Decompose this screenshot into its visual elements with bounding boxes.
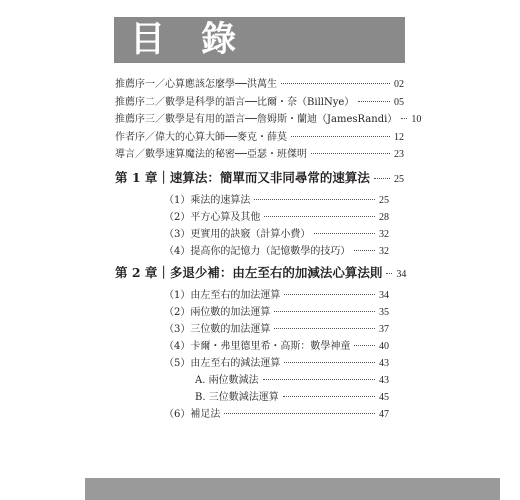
toc-entry-label: （4）卡爾・弗里德里希・高斯：數學神童 bbox=[164, 341, 351, 352]
page-number: 45 bbox=[379, 392, 389, 403]
toc-entry-preface-3[interactable] bbox=[115, 113, 422, 126]
dot-leader bbox=[254, 199, 375, 200]
dot-leader bbox=[311, 153, 390, 154]
toc-entry-label: （4）提高你的記憶力（記憶數學的技巧） bbox=[164, 246, 351, 257]
toc-entry-preface-4[interactable] bbox=[115, 131, 404, 144]
toc-entry[interactable] bbox=[164, 194, 389, 207]
chapter-title: 第 2 章｜多退少補：由左至右的加減法心算法則 bbox=[115, 265, 383, 280]
page-number: 10 bbox=[411, 114, 422, 125]
bottom-bar bbox=[85, 478, 500, 500]
toc-entry-label: 推薦序二／數學是科學的語言──比爾・奈（BillNye） bbox=[115, 97, 355, 108]
dot-leader bbox=[401, 118, 407, 119]
page-number: 12 bbox=[394, 132, 404, 143]
toc-entry-label: （3）三位數的加法運算 bbox=[164, 324, 271, 335]
dot-leader bbox=[274, 311, 375, 312]
page-number: 32 bbox=[379, 229, 389, 240]
page-number: 43 bbox=[379, 358, 389, 369]
page-number: 02 bbox=[394, 79, 404, 90]
toc-entry[interactable] bbox=[164, 306, 389, 319]
dot-leader bbox=[264, 216, 375, 217]
toc-entry-label: 導言／數學速算魔法的秘密──亞瑟・班傑明 bbox=[115, 149, 308, 160]
page-number: 32 bbox=[379, 246, 389, 257]
page-number: 25 bbox=[379, 195, 389, 206]
dot-leader bbox=[291, 136, 390, 137]
toc-entry-label: A. 兩位數減法 bbox=[195, 375, 259, 386]
toc-entry-label: （3）更實用的訣竅（計算小費） bbox=[164, 229, 311, 240]
dot-leader bbox=[283, 396, 375, 397]
toc-subentry[interactable] bbox=[195, 374, 389, 387]
toc-entry-preface-2[interactable] bbox=[115, 96, 404, 109]
toc-entry[interactable] bbox=[164, 357, 389, 370]
toc-entry[interactable] bbox=[164, 228, 389, 241]
toc-entry-label: 推薦序三／數學是有用的語言──詹姆斯・蘭迪（JamesRandi） bbox=[115, 114, 398, 125]
page-number: 34 bbox=[379, 290, 389, 301]
toc-entry-label: （2）平方心算及其他 bbox=[164, 212, 261, 223]
dot-leader bbox=[284, 294, 375, 295]
dot-leader bbox=[284, 362, 375, 363]
page-number: 35 bbox=[379, 307, 389, 318]
page-number: 37 bbox=[379, 324, 389, 335]
toc-entry-preface-1[interactable] bbox=[115, 78, 404, 91]
toc-entry-label: （1）乘法的速算法 bbox=[164, 195, 251, 206]
toc-chapter-2[interactable] bbox=[115, 265, 407, 283]
page-number: 47 bbox=[379, 409, 389, 420]
dot-leader bbox=[281, 83, 390, 84]
page-number: 43 bbox=[379, 375, 389, 386]
toc-entry-label: （1）由左至右的加法運算 bbox=[164, 290, 281, 301]
toc-chapter-1[interactable] bbox=[115, 170, 404, 188]
page-number: 05 bbox=[394, 97, 404, 108]
dot-leader bbox=[374, 178, 390, 179]
toc-entry-label: 推薦序一／心算應該怎麼學──洪萬生 bbox=[115, 79, 278, 90]
toc-subentry[interactable] bbox=[195, 391, 389, 404]
page-number: 23 bbox=[394, 149, 404, 160]
toc-entry-preface-5[interactable] bbox=[115, 148, 404, 161]
toc-entry[interactable] bbox=[164, 211, 389, 224]
toc-entry[interactable] bbox=[164, 245, 389, 258]
page-number: 34 bbox=[396, 269, 407, 280]
toc-entry-label: （5）由左至右的減法運算 bbox=[164, 358, 281, 369]
dot-leader bbox=[386, 273, 392, 274]
chapter-title: 第 1 章｜速算法：簡單而又非同尋常的速算法 bbox=[115, 170, 370, 185]
toc-entry-label: B. 三位數減法運算 bbox=[195, 392, 279, 403]
toc-entry[interactable] bbox=[164, 340, 389, 353]
toc-entry-label: （6）補足法 bbox=[164, 409, 221, 420]
toc-entry[interactable] bbox=[164, 408, 389, 421]
page-number: 40 bbox=[379, 341, 389, 352]
dot-leader bbox=[224, 413, 375, 414]
page-number: 28 bbox=[379, 212, 389, 223]
toc-entry-label: （2）兩位數的加法運算 bbox=[164, 307, 271, 318]
page-title: 目 錄 bbox=[130, 19, 249, 60]
dot-leader bbox=[314, 233, 375, 234]
dot-leader bbox=[263, 379, 375, 380]
dot-leader bbox=[354, 345, 375, 346]
page-number: 25 bbox=[394, 174, 404, 185]
toc-entry[interactable] bbox=[164, 289, 389, 302]
toc-entry[interactable] bbox=[164, 323, 389, 336]
dot-leader bbox=[358, 101, 390, 102]
dot-leader bbox=[274, 328, 375, 329]
dot-leader bbox=[354, 250, 375, 251]
toc-entry-label: 作者序／偉大的心算大師──麥克・薛莫 bbox=[115, 132, 288, 143]
